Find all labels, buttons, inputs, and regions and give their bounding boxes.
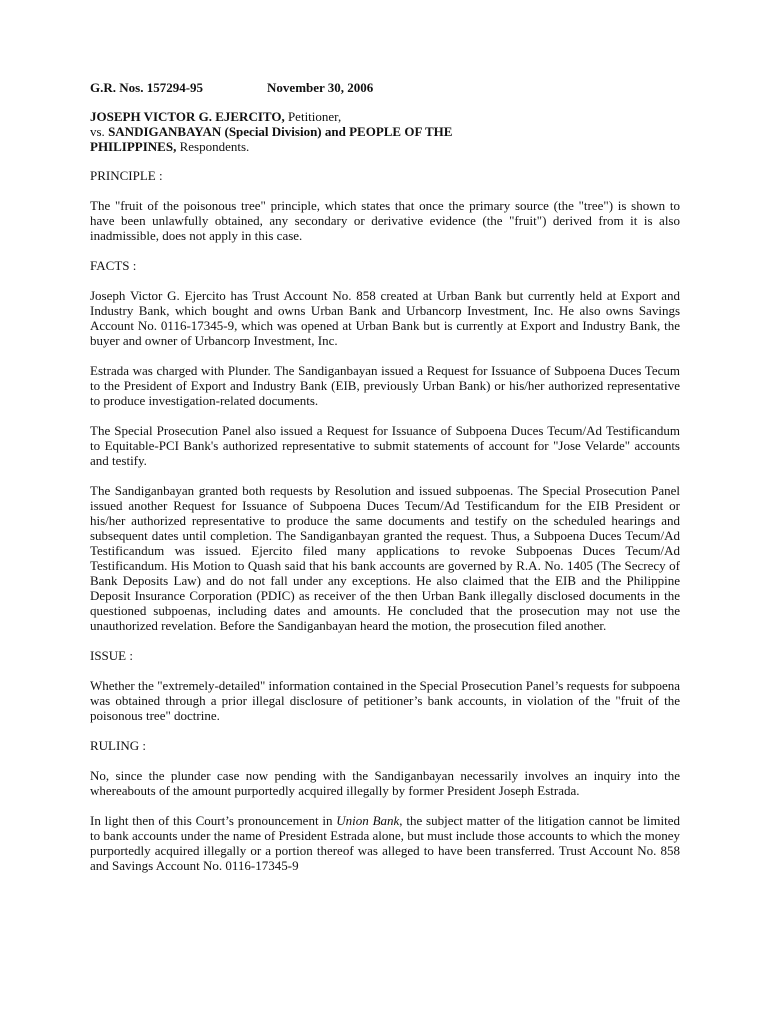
ruling-paragraph-2 bbox=[90, 813, 680, 873]
case-number: G.R. Nos. 157294-95 bbox=[90, 80, 204, 95]
respondents-role: Respondents. bbox=[176, 139, 250, 154]
respondents-name-2: PHILIPPINES, bbox=[90, 139, 177, 154]
versus-label: vs. bbox=[90, 124, 109, 139]
case-header bbox=[90, 80, 680, 95]
ruling-heading: RULING : bbox=[90, 738, 146, 753]
issue-paragraph: Whether the "extremely-detailed" information contained in the Special Prosecution Panel’s requests for subpoena was obtained through a prior illegal disclosure of petitioner’s bank accounts, in violation of the "fruit of the poisonous tree" doctrine. bbox=[90, 678, 680, 723]
principle-heading: PRINCIPLE : bbox=[90, 168, 163, 183]
facts-paragraph-2: Estrada was charged with Plunder. The Sandiganbayan issued a Request for Issuance of Subpoena Duces Tecum to the President of Export and Industry Bank (EIB, previously Urban Bank) or his/her authorized representative to produce investigation-related documents. bbox=[90, 363, 680, 408]
ruling-p2-before: In light then of this Court’s pronouncement in bbox=[90, 813, 337, 828]
facts-heading: FACTS : bbox=[90, 258, 137, 273]
facts-paragraph-3: The Special Prosecution Panel also issued a Request for Issuance of Subpoena Duces Tecum/Ad Testificandum to Equitable-PCI Bank's authorized representative to submit statements of account for "Jose Velarde" accounts and testify. bbox=[90, 423, 680, 468]
respondents-line-1 bbox=[90, 124, 680, 139]
case-parties bbox=[90, 109, 680, 154]
respondents-line-2 bbox=[90, 139, 680, 154]
issue-heading: ISSUE : bbox=[90, 648, 133, 663]
petitioner-name: JOSEPH VICTOR G. EJERCITO, bbox=[90, 109, 285, 124]
facts-paragraph-4: The Sandiganbayan granted both requests by Resolution and issued subpoenas. The Special Prosecution Panel issued another Request for Issuance of Subpoena Duces Tecum/Ad Testificandum for the EIB President or his/her authorized representative to produce the same documents and testify on the scheduled hearings and subsequent dates until completion. The Sandiganbayan granted the request. Thus, a Subpoena Duces Tecum/Ad Testificandum was issued. Ejercito filed many applications to revoke Subpoenas Duces Tecum/Ad Testificandum. His Motion to Quash said that his bank accounts are governed by R.A. No. 1405 (The Secrecy of Bank Deposits Law) and do not fall under any exceptions. He also claimed that the EIB and the Philippine Deposit Insurance Corporation (PDIC) as receiver of the then Urban Bank illegally disclosed documents in the questioned subpoenas, including dates and amounts. He concluded that the prosecution may not use the unauthorized revelation. Before the Sandiganbayan heard the motion, the prosecution filed another. bbox=[90, 483, 680, 633]
union-bank-citation: Union Bank bbox=[336, 813, 400, 828]
petitioner-role: Petitioner, bbox=[284, 109, 342, 124]
petitioner-line bbox=[90, 109, 680, 124]
respondents-name-1: SANDIGANBAYAN (Special Division) and PEOPLE OF THE bbox=[108, 124, 453, 139]
principle-paragraph: The "fruit of the poisonous tree" principle, which states that once the primary source (the "tree") is shown to have been unlawfully obtained, any secondary or derivative evidence (the "fruit") derived from it is also inadmissible, does not apply in this case. bbox=[90, 198, 680, 243]
document-page bbox=[90, 80, 680, 888]
case-date: November 30, 2006 bbox=[267, 80, 374, 95]
ruling-p2-after: , the subject matter of the litigation cannot be limited to bank accounts under the name of President Estrada alone, but must include those accounts to which the money purportedly acquired illegally or a portion thereof was alleged to have been transferred. Trust Account No. 858 and Savings Account No. 0116-17345-9 bbox=[90, 813, 681, 873]
facts-paragraph-1: Joseph Victor G. Ejercito has Trust Account No. 858 created at Urban Bank but currently held at Export and Industry Bank, which bought and owns Urban Bank and Urbancorp Investment, Inc. He also owns Savings Account No. 0116-17345-9, which was opened at Urban Bank but is currently at Export and Industry Bank, the buyer and owner of Urbancorp Investment, Inc. bbox=[90, 288, 680, 348]
ruling-paragraph-1: No, since the plunder case now pending with the Sandiganbayan necessarily involves an inquiry into the whereabouts of the amount purportedly acquired illegally by former President Joseph Estrada. bbox=[90, 768, 680, 798]
